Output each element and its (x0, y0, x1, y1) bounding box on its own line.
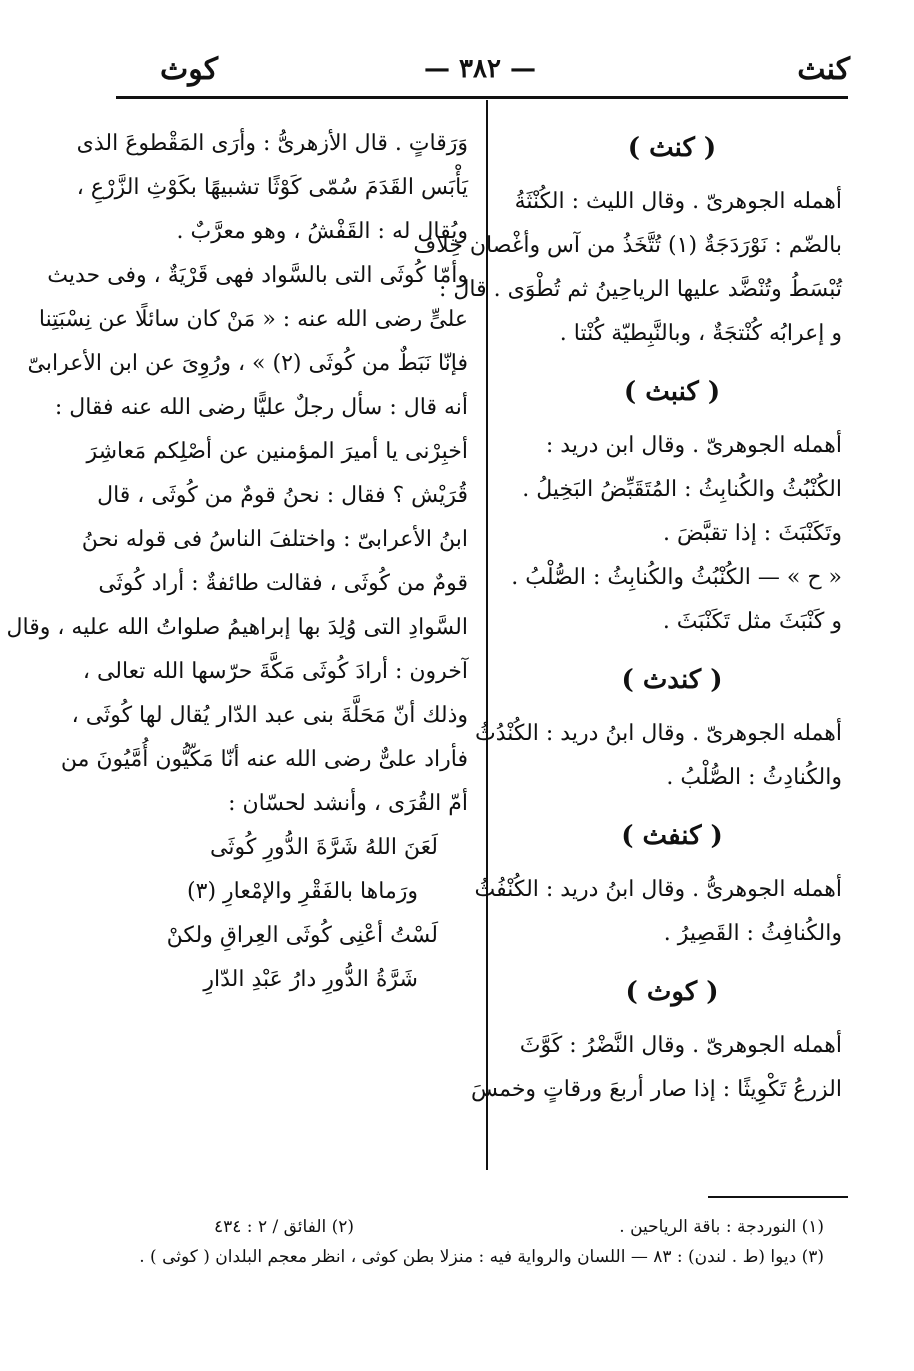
body-line: قُرَيْش ؟ فقال : نحنُ قومٌ من كُوثَى ، قال (97, 483, 468, 508)
verse-line: شَرَّةُ الدُّورِ دارُ عَبْدِ الدّارِ (203, 967, 418, 992)
left-column (6, 122, 468, 1002)
body-line: أخبِرْنى يا أميرَ المؤمنين عن أصْلِكم مَعاشِرَ (86, 439, 468, 464)
entry-title-knbth: ( كنبث ) (623, 377, 721, 407)
header-right-word: كنث (797, 52, 850, 87)
entry-title-kndth: ( كندث ) (621, 665, 723, 695)
verse-line: ورَماها بالفَقْرِ والإمْعارِ (٣) (187, 879, 418, 904)
footnote-rule (708, 1196, 848, 1198)
body-line: وأمّا كُوثَى التى بالسَّواد فهى قَرْيَةٌ ، وفى حديث (47, 263, 468, 288)
entry-line: أهمله الجوهرىُّ . وقال ابنُ دريد : الكُنْفُثُ (474, 877, 842, 902)
body-line: فإنّا نَبَطٌ من كُوثَى (٢) » ، ورُوِىَ عن ابن الأعرابىّ (27, 351, 468, 376)
body-line: وذلك أنّ مَحَلَّةَ بنى عبد الدّار يُقال لها كُوثَى ، (71, 703, 468, 728)
page-number: — ٣٨٢ — (423, 54, 537, 84)
footnote-3: (٣) ديوا (ط . لندن) : ٨٣ — اللسان والرواية فيه : منزلا بطن كوثى ، انظر معجم البلدان ( كوثى ) . (139, 1247, 824, 1267)
entry-line: أهمله الجوهرىّ . وقال النَّضْرُ : كَوَّثَ (519, 1033, 842, 1058)
body-line: يَأْبَس القَدَمَ سُمّى كَوْثًا تشبيهًا بكَوْثِ الزَّرْعِ ، (76, 175, 468, 200)
entry-line: « ح » — الكُنْبُثُ والكُنابِثُ : الصُّلْبُ . (511, 565, 842, 590)
footnote-row (94, 1242, 824, 1272)
entry-title-knfth: ( كنفث ) (621, 821, 723, 851)
body-line: وَرَقاتٍ . قال الأزهرىُّ : وأرَى المَقْطوعَ الذى (76, 131, 468, 156)
body-line: السَّوادِ التى وُلِدَ بها إبراهيمُ صلواتُ الله عليه ، وقال (6, 615, 468, 640)
entry-line: والكُنادِثُ : الصُّلْبُ . (666, 765, 842, 790)
entry-line: أهمله الجوهرىّ . وقال ابن دريد : (545, 433, 842, 458)
entry-line: وتَكَنْبَثَ : إذا تقبَّضَ . (662, 521, 842, 546)
verse-line: لَسْتُ أعْنِى كُوثَى العِراقِ ولكنْ (166, 923, 438, 948)
entry-line: و كَنْبَثَ مثل تَكَنْبَثَ . (662, 609, 842, 634)
footnote-1: (١) النوردجة : باقة الرياحين . (619, 1217, 824, 1237)
entry-line: أهمله الجوهرىّ . وقال الليث : الكُنْثَةُ (514, 189, 842, 214)
entry-line: الزرعُ تَكْوِيثًا : إذا صار أربعَ ورقاتٍ وخمسَ (471, 1077, 842, 1102)
entry-line: أهمله الجوهرىّ . وقال ابنُ دريد : الكُنْدُثُ (475, 721, 842, 746)
body-line: فأراد علىٌّ رضى الله عنه أنّا مَكّيُّون أُمَّيُونَ من (60, 747, 468, 772)
running-head (110, 52, 850, 92)
entry-line: و إعرابُه كُنْتجَةٌ ، وبالنَّبِطيّة كُنْتا . (559, 321, 842, 346)
body-line: آخرون : أرادَ كُوثَى مَكَّةَ حرّسها الله تعالى ، (82, 659, 468, 684)
body-line: أمّ القُرَى ، وأنشد لحسّان : (228, 791, 468, 816)
body-line: أنه قال : سأل رجلٌ عليًّا رضى الله عنه فقال : (54, 395, 468, 420)
body-line: ابنُ الأعرابىّ : واختلفَ الناسُ فى قوله نحنُ (81, 527, 468, 552)
verse-line: لَعَنَ اللهُ شَرَّةَ الدُّورِ كُوثَى (210, 835, 438, 860)
entry-title-knth: ( كنث ) (627, 133, 717, 163)
footnote-row (94, 1212, 824, 1242)
entry-line: بالضّم : نَوْرَدَجَةٌ (١) تُتَّخَذُ من آس وأغْصان خِلاف (413, 233, 842, 258)
entry-title-kwth: ( كوث ) (625, 977, 719, 1007)
entry-line: تُبْسَطُ وتُنْضَّد عليها الرياحِينُ ثم تُطْوَى . قال : (438, 277, 842, 302)
header-left-word: كوث (160, 52, 219, 87)
body-line: علىٍّ رضى الله عنه : « مَنْ كان سائلًا عن نِسْبَتِنا (38, 307, 468, 332)
footnotes (94, 1212, 824, 1272)
entry-line: والكُنافِثُ : القَصِيرُ . (663, 921, 842, 946)
entry-line: الكُنْبُثُ والكُنابِثُ : المُتَقَبِّضُ البَخِيلُ . (522, 477, 842, 502)
right-column (413, 122, 842, 1112)
header-rule (116, 96, 848, 99)
body-line: قومٌ من كُوثَى ، فقالت طائفةٌ : أراد كُوثَى (98, 571, 468, 596)
footnote-2: (٢) الفائق / ٢ : ٤٣٤ (214, 1217, 355, 1237)
body-line: ويُقال له : القَفْشُ ، وهو معرَّبٌ . (176, 219, 468, 244)
